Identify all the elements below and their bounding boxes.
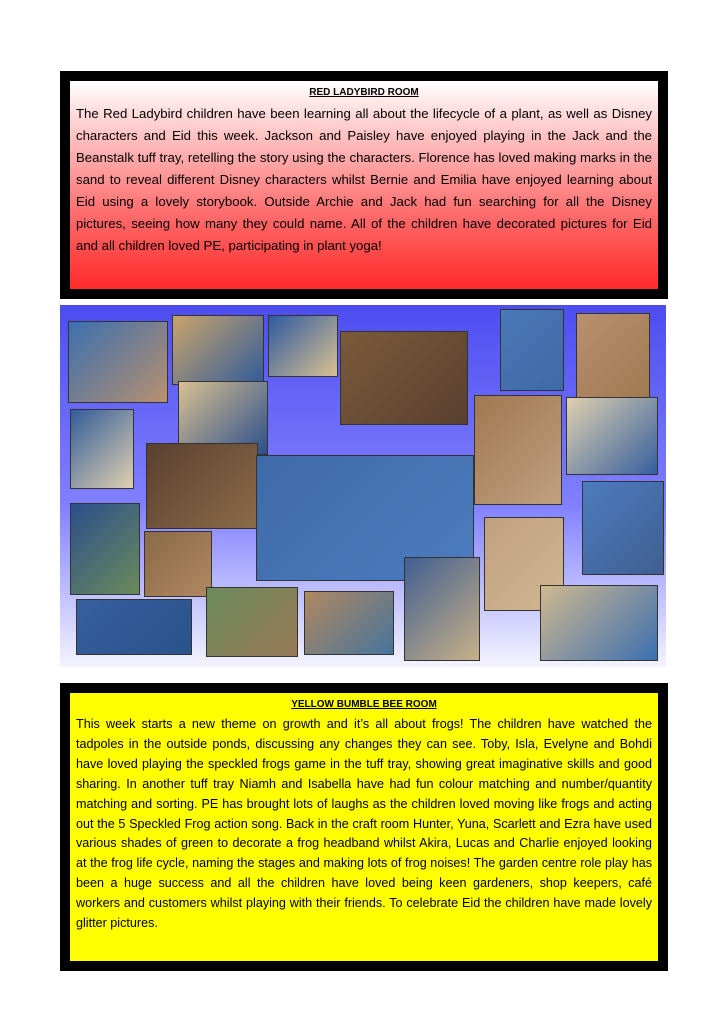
collage-photo (206, 587, 298, 657)
red-ladybird-panel-inner (70, 81, 658, 289)
collage-photo (340, 331, 468, 425)
collage-photo (70, 409, 134, 489)
red-ladybird-title: RED LADYBIRD ROOM (309, 87, 419, 98)
collage-photo (566, 397, 658, 475)
photo-collage (60, 305, 666, 667)
collage-photo (268, 315, 338, 377)
collage-photo (76, 599, 192, 655)
collage-photo (304, 591, 394, 655)
red-ladybird-text: The Red Ladybird children have been learning all about the lifecycle of a plant, as well as Disney characters and Eid this week. Jackson and Paisley have enjoyed playing in the Jack and the Beanstalk tuff tray, retelling the story using the characters. Florence has loved making marks in the sand to reveal different Disney characters whilst Bernie and Emilia have enjoyed learning about Eid using a lovely storybook. Outside Archie and Jack had fun searching for all the Disney pictures, seeing how many they could name. All of the children have decorated pictures for Eid and all children loved PE, participating in plant yoga! (76, 106, 652, 253)
collage-photo (404, 557, 480, 661)
yellow-bumble-bee-panel-inner (70, 693, 658, 961)
yellow-bumble-bee-text: This week starts a new theme on growth and it’s all about frogs! The children have watched the tadpoles in the outside ponds, discussing any changes they can see. Toby, Isla, Evelyne and Bohdi have loved playing the speckled frogs game in the tuff tray, showing great imaginative skills and good sharing. In another tuff tray Niamh and Isabella have had fun colour matching and number/quantity matching and sorting. PE has brought lots of laughs as the children loved moving like frogs and acting out the 5 Speckled Frog action song. Back in the craft room Hunter, Yuna, Scarlett and Ezra have used various shades of green to decorate a frog headband whilst Akira, Lucas and Charlie enjoyed looking at the frog life cycle, naming the stages and making lots of frog noises! The garden centre role play has been a huge success and all the children have loved being keen gardeners, shop keepers, café workers and customers whilst playing with their friends. To celebrate Eid the children have made lovely glitter pictures. (76, 717, 652, 931)
collage-photo (540, 585, 658, 661)
collage-photo (144, 531, 212, 597)
collage-photo (500, 309, 564, 391)
yellow-bumble-bee-panel (60, 683, 668, 971)
yellow-bumble-bee-title: YELLOW BUMBLE BEE ROOM (291, 699, 437, 710)
collage-photo (576, 313, 650, 401)
collage-photo (172, 315, 264, 385)
collage-photo (68, 321, 168, 403)
collage-photo (70, 503, 140, 595)
collage-photo (474, 395, 562, 505)
collage-photo (582, 481, 664, 575)
collage-photo (146, 443, 258, 529)
red-ladybird-panel (60, 71, 668, 299)
